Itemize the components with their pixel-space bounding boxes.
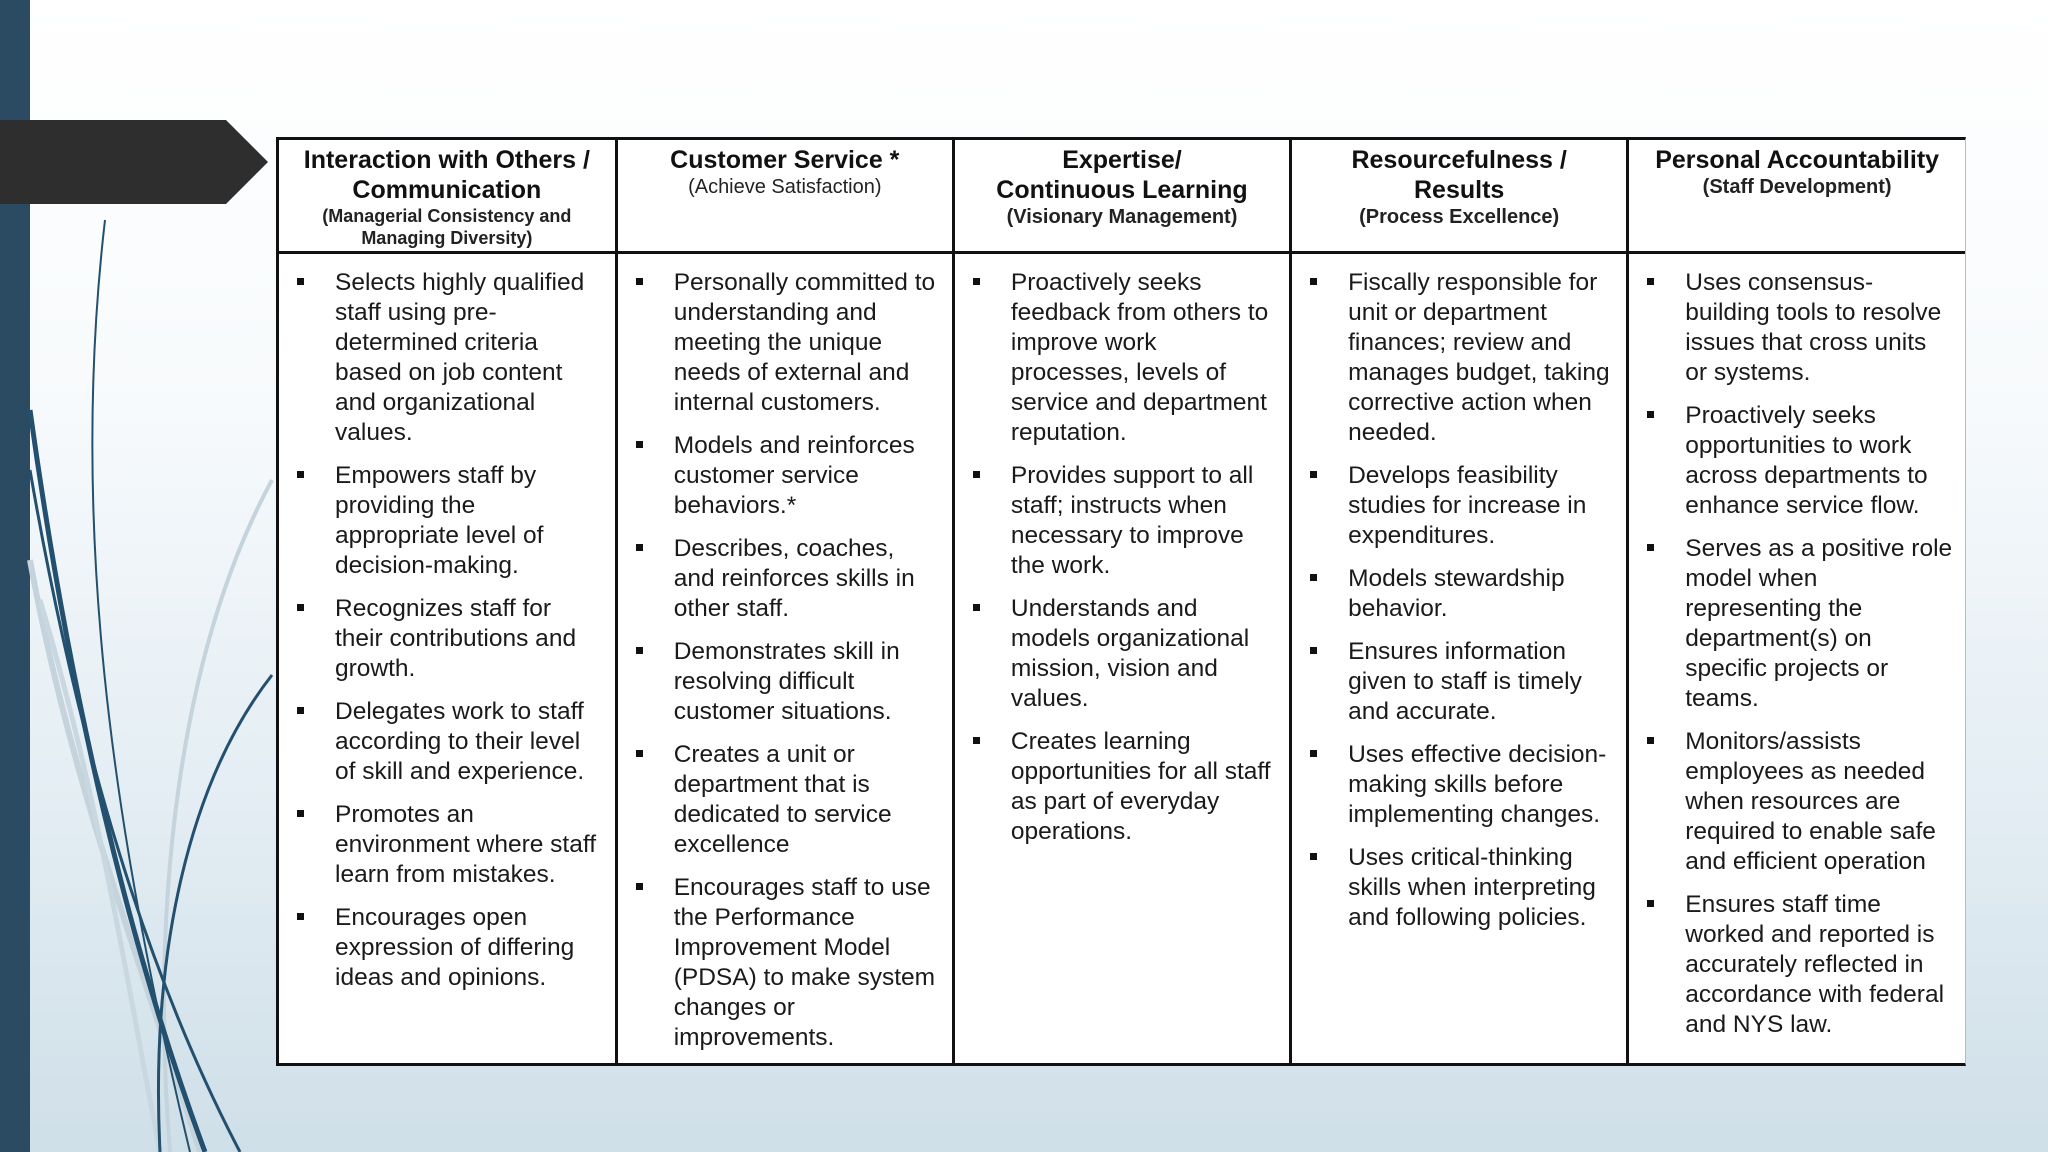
column-header-communication xyxy=(279,140,616,252)
list-item: Recognizes staff for their contributions and growth. xyxy=(295,594,603,684)
column-cell-expertise xyxy=(953,252,1290,1066)
header-subtitle: (Process Excellence) xyxy=(1359,206,1560,228)
pointer-arrow-shape xyxy=(0,120,268,204)
header-subtitle: (Staff Development) xyxy=(1702,176,1892,198)
table-header-row xyxy=(279,140,1965,252)
list-item: Encourages staff to use the Performance Improvement Model (PDSA) to make system changes or improvements. xyxy=(634,873,940,1053)
header-title: Personal Accountability xyxy=(1655,146,1940,174)
column-cell-personal-accountability xyxy=(1628,252,1965,1066)
header-subtitle: Managing Diversity) xyxy=(361,228,533,248)
list-item: Understands and models organizational mission, vision and values. xyxy=(971,594,1277,714)
list-item: Fiscally responsible for unit or department finances; review and manages budget, taking corrective action when needed. xyxy=(1308,268,1614,448)
header-title: Interaction with Others / xyxy=(303,146,590,174)
list-item: Uses effective decision-making skills before implementing changes. xyxy=(1308,740,1614,830)
column-header-customer-service xyxy=(616,140,953,252)
list-item: Models and reinforces customer service behaviors.* xyxy=(634,431,940,521)
column-header-personal-accountability xyxy=(1628,140,1965,252)
list-item: Demonstrates skill in resolving difficult customer situations. xyxy=(634,637,940,727)
column-cell-resourcefulness xyxy=(1291,252,1628,1066)
list-item: Proactively seeks opportunities to work across departments to enhance service flow. xyxy=(1645,401,1953,521)
header-title: Resourcefulness / xyxy=(1351,146,1567,174)
list-item: Creates a unit or department that is dedicated to service excellence xyxy=(634,740,940,860)
list-item: Develops feasibility studies for increase in expenditures. xyxy=(1308,461,1614,551)
bullet-list xyxy=(634,268,940,1053)
list-item: Models stewardship behavior. xyxy=(1308,564,1614,624)
table-body-row xyxy=(279,252,1965,1066)
list-item: Provides support to all staff; instructs when necessary to improve the work. xyxy=(971,461,1277,581)
bullet-list xyxy=(295,268,603,993)
bullet-list xyxy=(971,268,1277,847)
swoosh-dark-2 xyxy=(30,470,240,1152)
list-item: Selects highly qualified staff using pre-determined criteria based on job content and organizational values. xyxy=(295,268,603,448)
header-subtitle: (Visionary Management) xyxy=(1006,206,1238,228)
column-cell-communication xyxy=(279,252,616,1066)
swoosh-light-3 xyxy=(164,480,272,1152)
list-item: Empowers staff by providing the appropriate level of decision-making. xyxy=(295,461,603,581)
column-cell-customer-service xyxy=(616,252,953,1066)
list-item: Proactively seeks feedback from others to improve work processes, levels of service and department reputation. xyxy=(971,268,1277,448)
column-header-resourcefulness xyxy=(1291,140,1628,252)
header-subtitle: (Managerial Consistency and xyxy=(322,206,572,226)
competency-table xyxy=(276,137,1966,1066)
list-item: Promotes an environment where staff learn from mistakes. xyxy=(295,800,603,890)
list-item: Personally committed to understanding and meeting the unique needs of external and internal customers. xyxy=(634,268,940,418)
list-item: Describes, coaches, and reinforces skills in other staff. xyxy=(634,534,940,624)
list-item: Ensures staff time worked and reported is accurately reflected in accordance with federal and NYS law. xyxy=(1645,890,1953,1040)
list-item: Uses critical-thinking skills when interpreting and following policies. xyxy=(1308,843,1614,933)
header-title: Continuous Learning xyxy=(996,176,1248,204)
header-title: Results xyxy=(1414,176,1505,204)
header-title: Customer Service * xyxy=(670,146,900,174)
list-item: Serves as a positive role model when representing the department(s) on specific projects or teams. xyxy=(1645,534,1953,714)
header-title: Communication xyxy=(352,176,542,204)
list-item: Encourages open expression of differing ideas and opinions. xyxy=(295,903,603,993)
header-title: Expertise/ xyxy=(1062,146,1182,174)
bullet-list xyxy=(1308,268,1614,933)
list-item: Monitors/assists employees as needed when resources are required to enable safe and efficient operation xyxy=(1645,727,1953,877)
list-item: Uses consensus-building tools to resolve issues that cross units or systems. xyxy=(1645,268,1953,388)
column-header-expertise xyxy=(953,140,1290,252)
bullet-list xyxy=(1645,268,1953,1040)
list-item: Delegates work to staff according to their level of skill and experience. xyxy=(295,697,603,787)
header-subtitle: (Achieve Satisfaction) xyxy=(688,176,882,198)
list-item: Creates learning opportunities for all staff as part of everyday operations. xyxy=(971,727,1277,847)
list-item: Ensures information given to staff is timely and accurate. xyxy=(1308,637,1614,727)
